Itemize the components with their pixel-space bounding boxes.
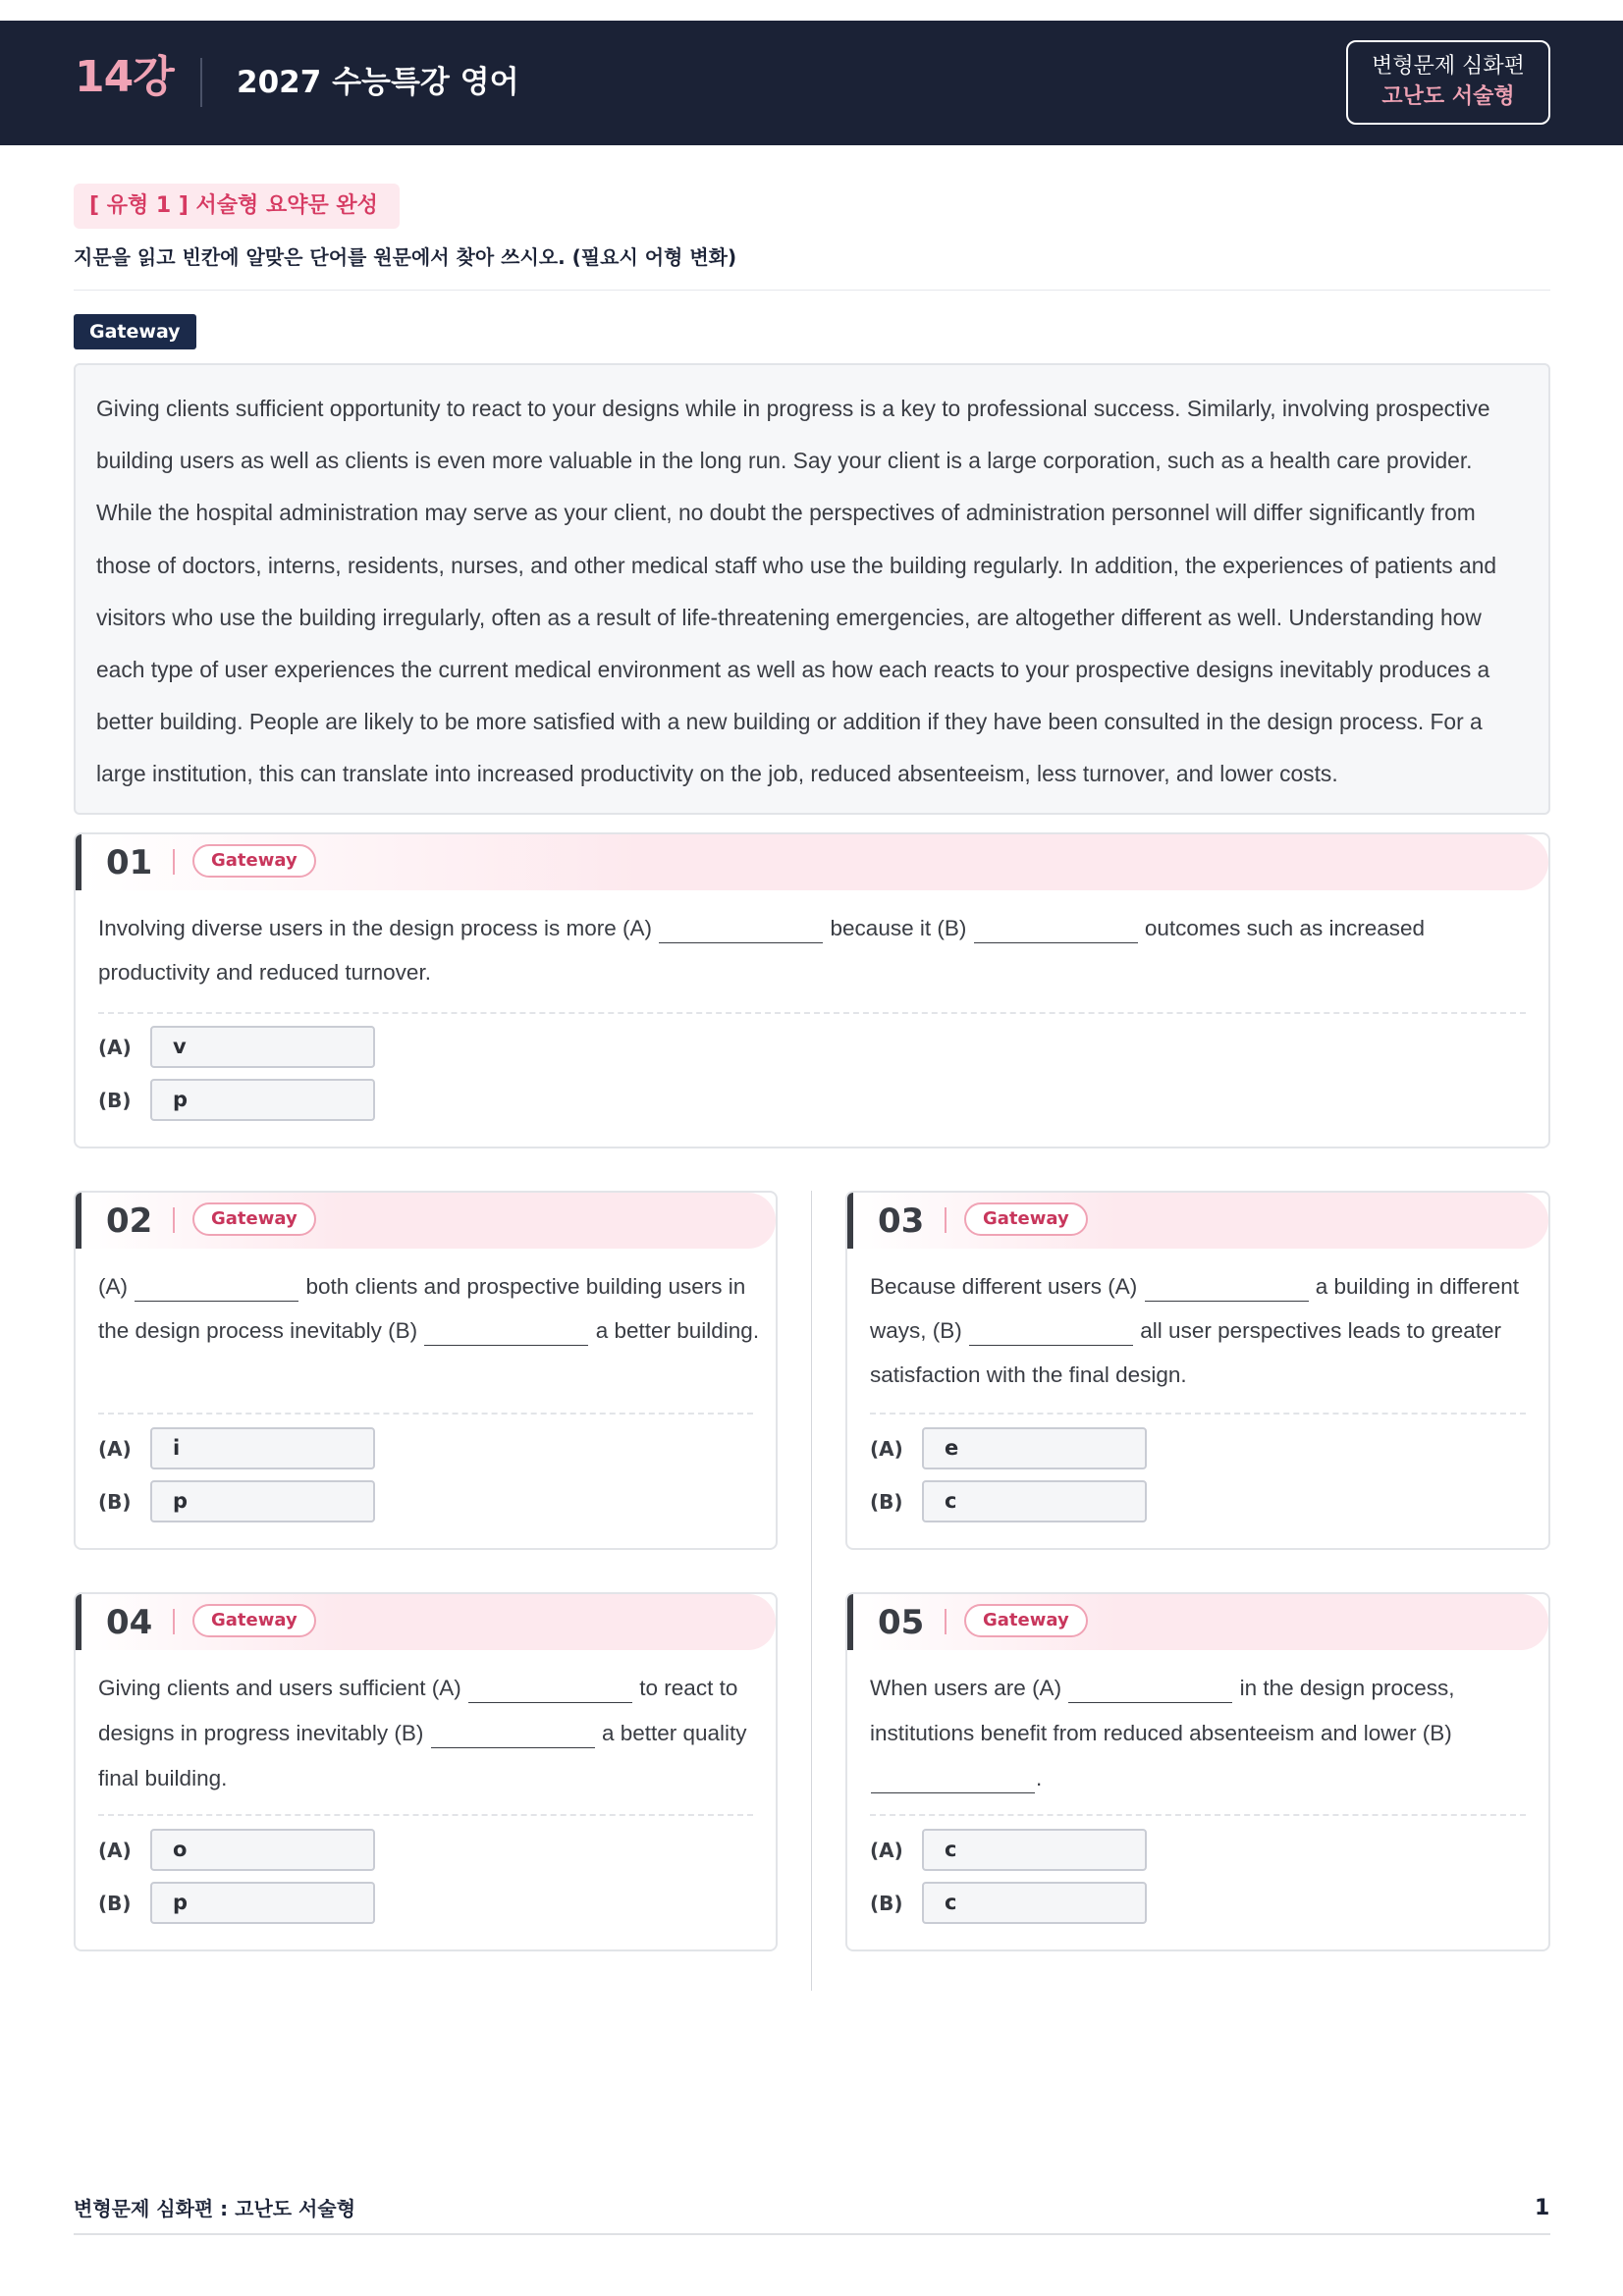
question-tag: Gateway [964,1604,1088,1637]
prompt-text-3: . [1036,1766,1043,1790]
answer-input[interactable]: p [150,1480,375,1522]
question-tag: Gateway [192,1604,316,1637]
question-card-04 [74,1592,778,1951]
question-number: 02 [106,1201,153,1241]
answer-input[interactable]: c [922,1480,1147,1522]
blank-b [871,1768,1035,1793]
question-number: 05 [878,1603,925,1642]
reading-passage [74,363,1550,815]
question-header [76,1594,776,1650]
question-header [847,1594,1548,1650]
question-header [847,1193,1548,1249]
question-separator [98,1814,753,1816]
prompt-text-2: to react to designs in progress inevitably (B) [98,1676,738,1745]
question-card-01 [74,832,1550,1148]
question-header-divider [173,1609,175,1634]
blank-a [468,1678,632,1703]
prompt-text-3: a better building. [595,1318,760,1343]
question-separator [870,1814,1526,1816]
prompt-text-3: all user perspectives leads to greater satisfaction with the final design. [870,1318,1501,1387]
answer-label: (B) [870,1490,903,1514]
question-card-02 [74,1191,778,1550]
prompt-text-2: because it (B) [830,916,967,940]
lesson-number: 14강 [75,52,174,102]
book-title: 2027 수능특강 영어 [237,65,519,100]
question-tag: Gateway [964,1202,1088,1236]
edition-badge-line2: 고난도 서술형 [1381,83,1515,109]
edition-badge [1346,40,1550,125]
answer-input[interactable]: c [922,1882,1147,1924]
footer-divider [74,2233,1550,2235]
blank-b [974,918,1138,943]
column-divider [811,1191,812,1991]
question-prompt [870,1666,1533,1801]
section-type-label: [ 유형 1 ] 서술형 요약문 완성 [74,184,400,229]
question-prompt [98,906,1512,994]
answer-label: (A) [98,1437,132,1461]
prompt-text-3: a better quality final building. [98,1721,747,1790]
question-header-divider [945,1207,947,1233]
question-separator [98,1413,753,1415]
edition-badge-line1: 변형문제 심화편 [1372,54,1525,79]
answer-label: (A) [98,1839,132,1862]
blank-a [1068,1678,1232,1703]
page-header [0,21,1623,145]
passage-tag: Gateway [74,314,196,349]
question-header-divider [173,849,175,875]
answer-label: (B) [98,1089,132,1112]
blank-b [969,1320,1133,1346]
question-card-03 [845,1191,1550,1550]
prompt-text-2: a building in different ways, (B) [870,1274,1520,1343]
blank-a [1145,1276,1309,1302]
question-card-05 [845,1592,1550,1951]
question-separator [870,1413,1526,1415]
answer-input[interactable]: p [150,1882,375,1924]
answer-label: (A) [870,1437,903,1461]
passage-text: Giving clients sufficient opportunity to react to your designs while in progress is a key to professional success. Similarly, involving prospective building users as well as clients is even more valuable in the long run. Say your client is a large corporation, such as a health care provider. While the hospital administration may serve as your client, no doubt the perspectives of administration personnel will differ significantly from those of doctors, interns, residents, nurses, and other medical staff who use the building regularly. In addition, the experiences of patients and visitors who use the building irregularly, often as a result of life-threatening emergencies, are altogether different as well. Understanding how each type of user experiences the current medical environment as well as how each reacts to your prospective designs inevitably produces a better building. People are likely to be more satisfied with a new building or addition if they have been consulted in the design process. For a large institution, this can translate into increased productivity on the job, reduced absenteeism, less turnover, and lower costs. [96,396,1497,787]
question-number: 04 [106,1603,153,1642]
prompt-text-2: in the design process, institutions benefit from reduced absenteeism and lower (B) [870,1676,1455,1745]
answer-input[interactable]: i [150,1427,375,1469]
prompt-text-1: Because different users (A) [870,1274,1138,1299]
answer-label: (B) [98,1490,132,1514]
answer-input[interactable]: e [922,1427,1147,1469]
question-number: 01 [106,843,153,882]
answer-input[interactable]: c [922,1829,1147,1871]
question-header [76,834,1548,890]
answer-label: (B) [870,1892,903,1915]
answer-input[interactable]: o [150,1829,375,1871]
header-divider [200,58,202,107]
prompt-text-1: Giving clients and users sufficient (A) [98,1676,461,1700]
answer-label: (A) [98,1036,132,1059]
question-prompt [98,1666,761,1801]
answer-label: (B) [98,1892,132,1915]
question-tag: Gateway [192,1202,316,1236]
blank-b [431,1723,595,1748]
blank-a [659,918,823,943]
page-number: 1 [1535,2196,1550,2220]
question-tag: Gateway [192,844,316,878]
answer-input[interactable]: v [150,1026,375,1068]
question-separator [98,1012,1526,1014]
question-prompt [98,1264,761,1353]
answer-input[interactable]: p [150,1079,375,1121]
prompt-text-2: both clients and prospective building users in the design process inevitably (B) [98,1274,746,1343]
section-divider [74,290,1550,291]
answer-label: (A) [870,1839,903,1862]
blank-a [135,1276,298,1302]
question-number: 03 [878,1201,925,1241]
prompt-text-3: outcomes such as increased productivity and reduced turnover. [98,916,1426,985]
question-prompt [870,1264,1533,1397]
prompt-text-1: When users are (A) [870,1676,1062,1700]
section-instruction: 지문을 읽고 빈칸에 알맞은 단어를 원문에서 찾아 쓰시오. (필요시 어형 변화) [74,245,737,269]
footer-title: 변형문제 심화편 : 고난도 서술형 [74,2197,356,2220]
blank-b [424,1320,588,1346]
prompt-text-1: (A) [98,1274,128,1299]
question-header-divider [173,1207,175,1233]
prompt-text-1: Involving diverse users in the design process is more (A) [98,916,652,940]
question-header-divider [945,1609,947,1634]
question-header [76,1193,776,1249]
